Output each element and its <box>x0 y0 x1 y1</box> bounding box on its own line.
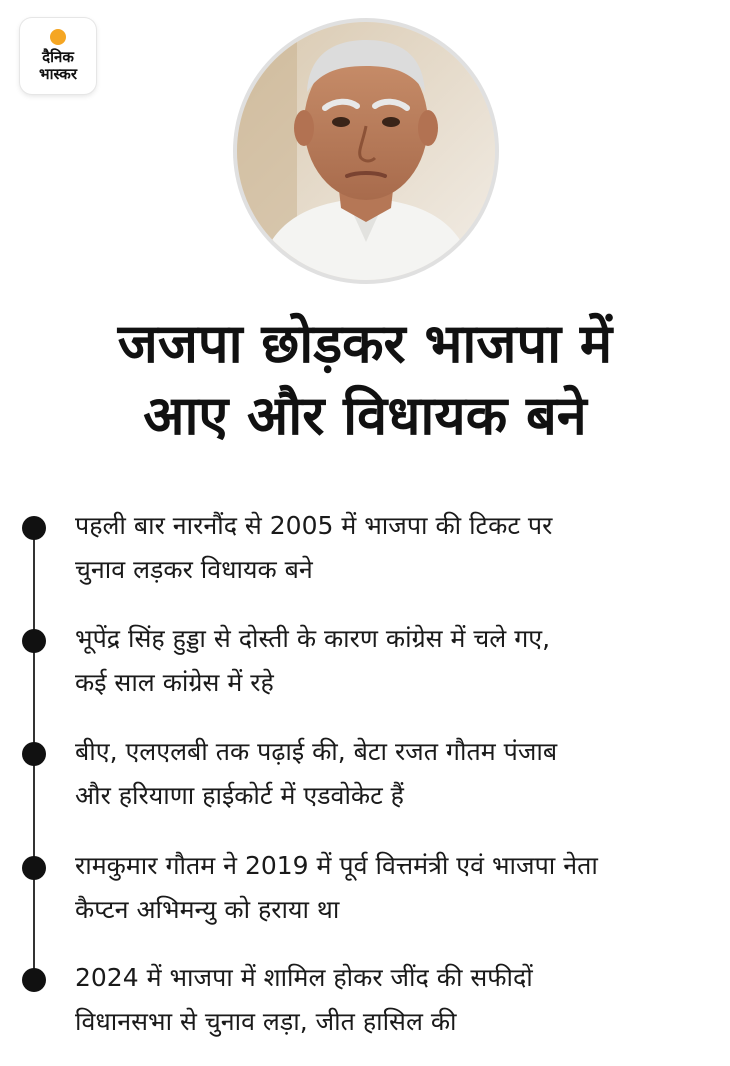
person-portrait-icon <box>237 22 495 280</box>
timeline-item-line2: विधानसभा से चुनाव लड़ा, जीत हासिल की <box>75 1007 457 1036</box>
timeline-item-line1: भूपेंद्र सिंह हुड्डा से दोस्ती के कारण कांग्रेस में चले गए, <box>75 624 551 653</box>
person-portrait <box>233 18 499 284</box>
timeline-item-line2: और हरियाणा हाईकोर्ट में एडवोकेट हैं <box>75 781 404 810</box>
timeline-item-line2: चुनाव लड़कर विधायक बने <box>75 555 313 584</box>
bullet-dot-icon <box>22 856 46 880</box>
headline <box>0 308 730 452</box>
timeline-item-line2: कैप्टन अभिमन्यु को हराया था <box>75 895 340 924</box>
headline-line2: आए और विधायक बने <box>143 384 587 447</box>
sun-icon <box>50 29 66 45</box>
timeline-item-line1: 2024 में भाजपा में शामिल होकर जींद की सफीदों <box>75 963 533 992</box>
timeline-item-line1: रामकुमार गौतम ने 2019 में पूर्व वित्तमंत्री एवं भाजपा नेता <box>75 851 598 880</box>
bullet-dot-icon <box>22 629 46 653</box>
bullet-dot-icon <box>22 742 46 766</box>
timeline-item-line1: बीए, एलएलबी तक पढ़ाई की, बेटा रजत गौतम पंजाब <box>75 737 558 766</box>
timeline-item-text <box>75 730 715 818</box>
timeline-item-text <box>75 844 715 932</box>
timeline-item-text <box>75 956 715 1044</box>
bullet-dot-icon <box>22 968 46 992</box>
timeline-item-text <box>75 504 715 592</box>
brand-name-line1: दैनिक <box>42 48 74 66</box>
timeline-item-line2: कई साल कांग्रेस में रहे <box>75 668 274 697</box>
brand-logo <box>20 18 96 94</box>
timeline-item-line1: पहली बार नारनौंद से 2005 में भाजपा की टिकट पर <box>75 511 553 540</box>
brand-name-line2: भास्कर <box>39 65 77 83</box>
timeline-item-text <box>75 617 715 705</box>
headline-line1: जजपा छोड़कर भाजपा में <box>117 312 613 375</box>
bullet-dot-icon <box>22 516 46 540</box>
